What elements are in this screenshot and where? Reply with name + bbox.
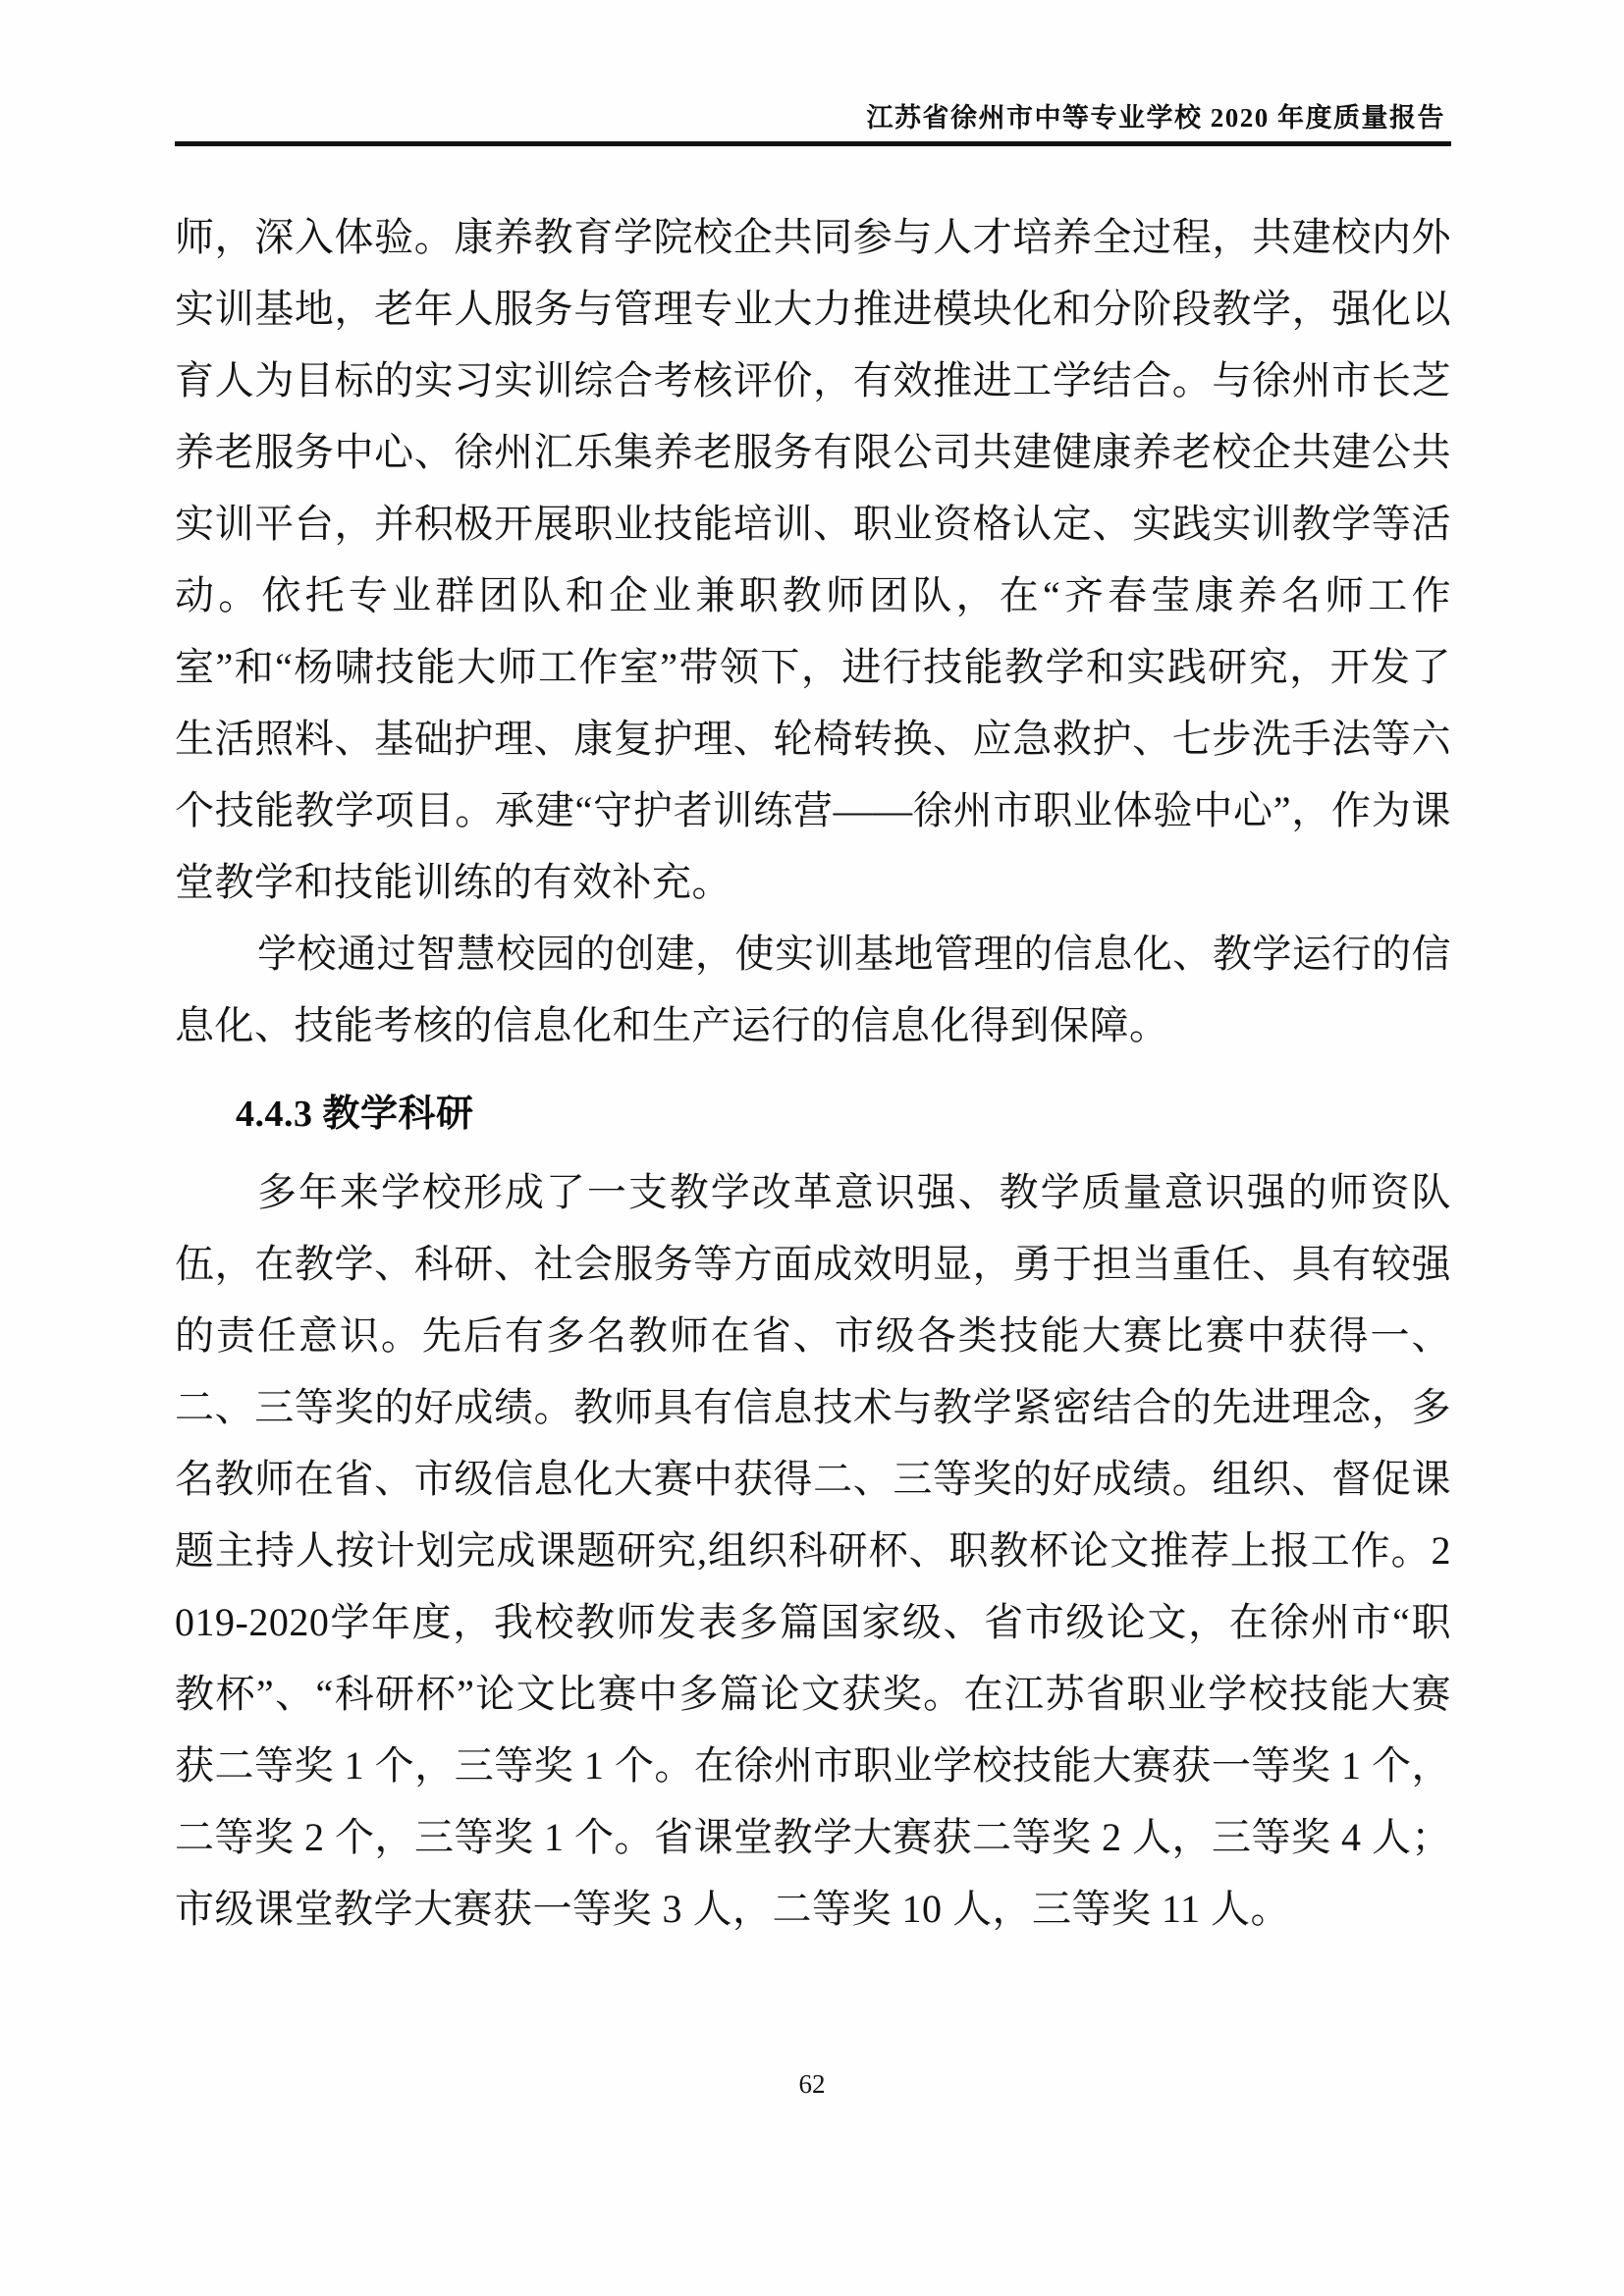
header-divider <box>175 141 1451 146</box>
paragraph-teaching-research: 多年来学校形成了一支教学改革意识强、教学质量意识强的师资队伍，在教学、科研、社会服务等方面成效明显，勇于担当重任、具有较强的责任意识。先后有多名教师在省、市级各类技能大赛比赛中获得一、二、三等奖的好成绩。教师具有信息技术与教学紧密结合的先进理念，多名教师在省、市级信息化大赛中获得二、三等奖的好成绩。组织、督促课题主持人按计划完成课题研究,组织科研杯、职教杯论文推荐上报工作。2019-2020学年度，我校教师发表多篇国家级、省市级论文，在徐州市“职教杯”、“科研杯”论文比赛中多篇论文获奖。在江苏省职业学校技能大赛获二等奖 1 个，三等奖 1 个。在徐州市职业学校技能大赛获一等奖 1 个，二等奖 2 个，三等奖 1 个。省课堂教学大赛获二等奖 2 人，三等奖 4 人；市级课堂教学大赛获一等奖 3 人，二等奖 10 人，三等奖 11 人。 <box>175 1170 1451 1931</box>
section-heading-teaching-research: 4.4.3 教学科研 <box>236 1094 474 1135</box>
page-number: 62 <box>798 2069 826 2099</box>
running-header <box>175 102 1451 154</box>
body-content <box>175 201 1451 1945</box>
header-title: 江苏省徐州市中等专业学校 2020 年度质量报告 <box>866 103 1445 133</box>
paragraph-continuation: 师，深入体验。康养教育学院校企共同参与人才培养全过程，共建校内外实训基地，老年人服务与管理专业大力推进模块化和分阶段教学，强化以育人为目标的实习实训综合考核评价，有效推进工学结合。与徐州市长芝养老服务中心、徐州汇乐集养老服务有限公司共建健康养老校企共建公共实训平台，并积极开展职业技能培训、职业资格认定、实践实训教学等活动。依托专业群团队和企业兼职教师团队，在“齐春莹康养名师工作室”和“杨啸技能大师工作室”带领下，进行技能教学和实践研究，开发了生活照料、基础护理、康复护理、轮椅转换、应急救护、七步洗手法等六个技能教学项目。承建“守护者训练营——徐州市职业体验中心”，作为课堂教学和技能训练的有效补充。 <box>175 215 1451 904</box>
paragraph-smart-campus: 学校通过智慧校园的创建，使实训基地管理的信息化、教学运行的信息化、技能考核的信息化和生产运行的信息化得到保障。 <box>175 932 1451 1047</box>
